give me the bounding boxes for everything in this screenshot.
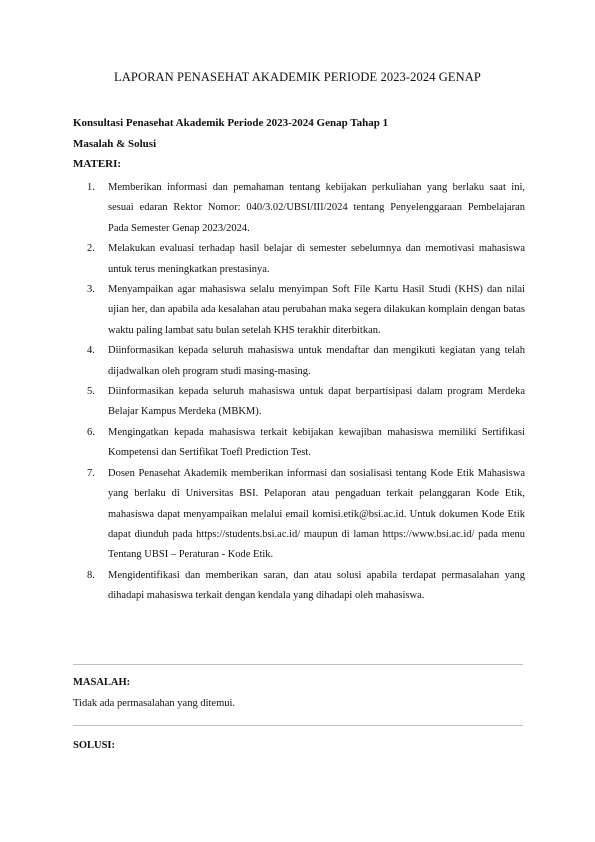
- list-item-text: Mengidentifikasi dan memberikan saran, dan atau solusi apabila terdapat permasalahan yang dihadapi mahasiswa terkait dengan kendala yang dihadapi oleh mahasiswa.: [108, 569, 525, 602]
- materi-list: [73, 178, 525, 607]
- consultation-subtitle: Konsultasi Penasehat Akademik Periode 2023-2024 Genap Tahap 1: [73, 117, 389, 129]
- list-item: [73, 423, 525, 464]
- list-item: [73, 178, 525, 239]
- list-item-number: 3.: [87, 284, 95, 296]
- masalah-text: Tidak ada permasalahan yang ditemui.: [73, 698, 236, 709]
- list-item-text: Dosen Penasehat Akademik memberikan informasi dan sosialisasi tentang Kode Etik Mahasiswa yang berlaku di Universitas BSI. Pelaporan atau pengaduan terkait pelanggaran Kode Etik, mahasiswa dapat menyampaikan melalui email komisi.etik@bsi.ac.id. Untuk dokumen Kode Etik dapat diunduh pada https://students.bsi.ac.id/ maupun di laman https://www.bsi.ac.id/ pada menu Tentang UBSI – Peraturan - Kode Etik.: [108, 467, 525, 561]
- solusi-heading: SOLUSI:: [73, 740, 116, 751]
- list-item: [73, 464, 525, 566]
- report-title: LAPORAN PENASEHAT AKADEMIK PERIODE 2023-2024 GENAP: [114, 70, 481, 84]
- list-item-text: Diinformasikan kepada seluruh mahasiswa untuk mendaftar dan mengikuti kegiatan yang telah dijadwalkan oleh program studi masing-masing.: [108, 345, 525, 377]
- divider: [73, 664, 523, 665]
- list-item-number: 8.: [87, 569, 95, 581]
- masalah-heading: MASALAH:: [73, 677, 131, 688]
- list-item: [73, 280, 525, 341]
- list-item-text: Mengingatkan kepada mahasiswa terkait kebijakan kewajiban mahasiswa memiliki Sertifikasi Kompetensi dan Sertifikat Toefl Prediction Test.: [108, 426, 525, 459]
- list-item-text: Menyampaikan agar mahasiswa selalu menyimpan Soft File Kartu Hasil Studi (KHS) dan nilai ujian her, dan apabila ada kesalahan atau perubahan maka segera dilakukan komplain dengan batas waktu paling lambat satu bulan setelah KHS terakhir diterbitkan.: [108, 284, 525, 336]
- list-item-number: 7.: [87, 467, 95, 479]
- list-item: [73, 382, 525, 423]
- list-item: [73, 566, 525, 607]
- section-heading: Masalah & Solusi: [73, 138, 157, 150]
- materi-heading: MATERI:: [73, 158, 122, 170]
- list-item-number: 5.: [87, 386, 95, 398]
- list-item: [73, 239, 525, 280]
- list-item-text: Melakukan evaluasi terhadap hasil belajar di semester sebelumnya dan memotivasi mahasiswa untuk terus meningkatkan prestasinya.: [108, 243, 525, 275]
- list-item: [73, 341, 525, 382]
- list-item-text: Memberikan informasi dan pemahaman tentang kebijakan perkuliahan yang berlaku saat ini, sesuai edaran Rektor Nomor: 040/3.02/UBSI/III/2024 tentang Penyelenggaraan Pembelajaran Pada Semester Genap 2023/2024.: [108, 182, 525, 234]
- list-item-number: 2.: [87, 243, 95, 255]
- divider: [73, 725, 523, 726]
- list-item-number: 1.: [87, 182, 95, 193]
- list-item-text: Diinformasikan kepada seluruh mahasiswa untuk dapat berpartisipasi dalam program Merdeka Belajar Kampus Merdeka (MBKM).: [108, 386, 525, 418]
- list-item-number: 4.: [87, 345, 95, 357]
- list-item-number: 6.: [87, 426, 95, 438]
